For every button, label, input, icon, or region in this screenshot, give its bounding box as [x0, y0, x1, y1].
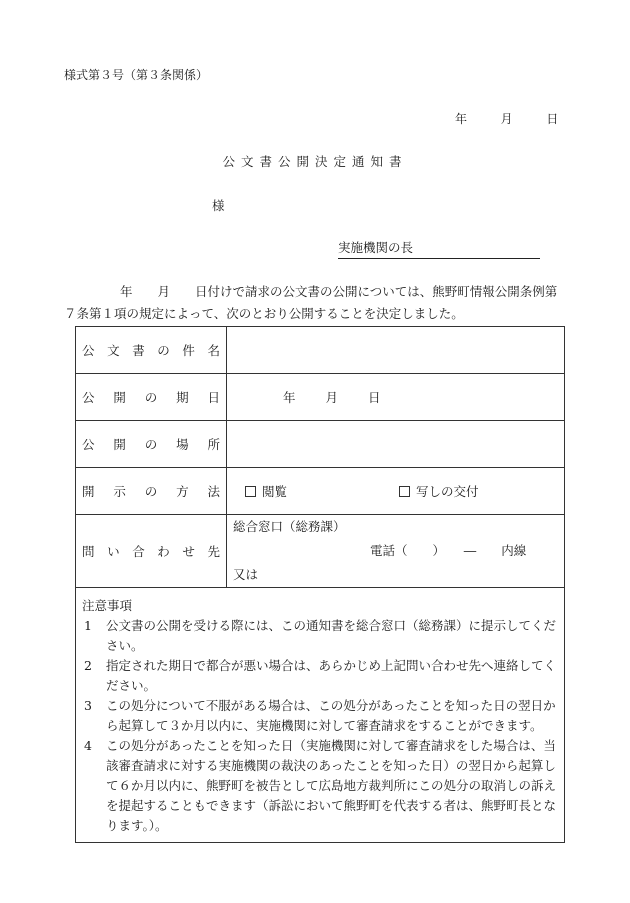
period-day: 日: [368, 390, 381, 405]
note-item: 1 公文書の公開を受ける際には、この通知書を総合窓口（総務課）に提示してください。: [84, 618, 557, 653]
issuer-line: 実施機関の長: [338, 238, 540, 259]
table-row: [76, 588, 565, 843]
period-month: 月: [325, 390, 339, 405]
body-line-1: 年 月 日付けで請求の公文書の公開については、熊野町情報公開条例第: [120, 284, 558, 299]
date-month: 月: [500, 112, 513, 126]
value-disclosure-method: [227, 468, 565, 515]
value-disclosure-date[interactable]: [227, 374, 565, 421]
period-year: 年: [283, 390, 296, 405]
date-day: 日: [546, 112, 559, 126]
inquiry-phone: 電話（ ） ― 内線: [370, 543, 527, 558]
table-row: [76, 515, 565, 588]
notes-title: 注意事項: [82, 598, 133, 613]
issue-date: [455, 110, 558, 127]
value-document-name[interactable]: [227, 327, 565, 374]
method-copy-label: 写しの交付: [416, 484, 479, 499]
note-item: 2 指定された期日で都合が悪い場合は、あらかじめ上記問い合わせ先へ連絡してください。: [84, 658, 557, 693]
inquiry-or: 又は: [233, 567, 259, 582]
value-disclosure-place[interactable]: [227, 421, 565, 468]
table-row: [76, 468, 565, 515]
checkbox-viewing[interactable]: [245, 486, 256, 497]
table-row: [76, 327, 565, 374]
body-line-2: ７条第１項の規定によって、次のとおり公開することを決定しました。: [64, 306, 464, 321]
form-number: 様式第３号（第３条関係）: [64, 68, 209, 82]
label-disclosure-method: 開 示 の 方 法: [76, 468, 227, 515]
notes-section: [76, 588, 565, 843]
label-document-name: 公 文 書 の 件 名: [76, 327, 227, 374]
date-year: 年: [455, 112, 468, 126]
method-viewing-label: 閲覧: [262, 484, 288, 499]
label-disclosure-place: 公 開 の 場 所: [76, 421, 227, 468]
recipient-suffix: 様: [212, 198, 225, 213]
label-disclosure-date: 公 開 の 期 日: [76, 374, 227, 421]
table-row: [76, 374, 565, 421]
label-inquiry: 問 い 合 わ せ 先: [76, 515, 227, 588]
disclosure-table: [75, 326, 565, 843]
body-text: [64, 281, 569, 325]
checkbox-copy[interactable]: [399, 486, 410, 497]
value-inquiry: [227, 515, 565, 588]
document-title: 公文書公開決定通知書: [222, 154, 408, 169]
note-item: 3 この処分について不服がある場合は、この処分があったことを知った日の翌日から起算して３か月以内に、実施機関に対して審査請求をすることができます。: [84, 698, 556, 733]
note-item: 4 この処分があったことを知った日（実施機関に対して審査請求をした場合は、当該審査請求に対する実施機関の裁決のあったことを知った日）の翌日から起算して６か月以内に、熊野町を被告として広島地方裁判所にこの処分の取消しの訴えを提起することもできます（訴訟において熊野町を代表する者は、熊野町長となります。）。: [84, 738, 557, 833]
inquiry-office: 総合窓口（総務課）: [233, 519, 346, 534]
table-row: [76, 421, 565, 468]
